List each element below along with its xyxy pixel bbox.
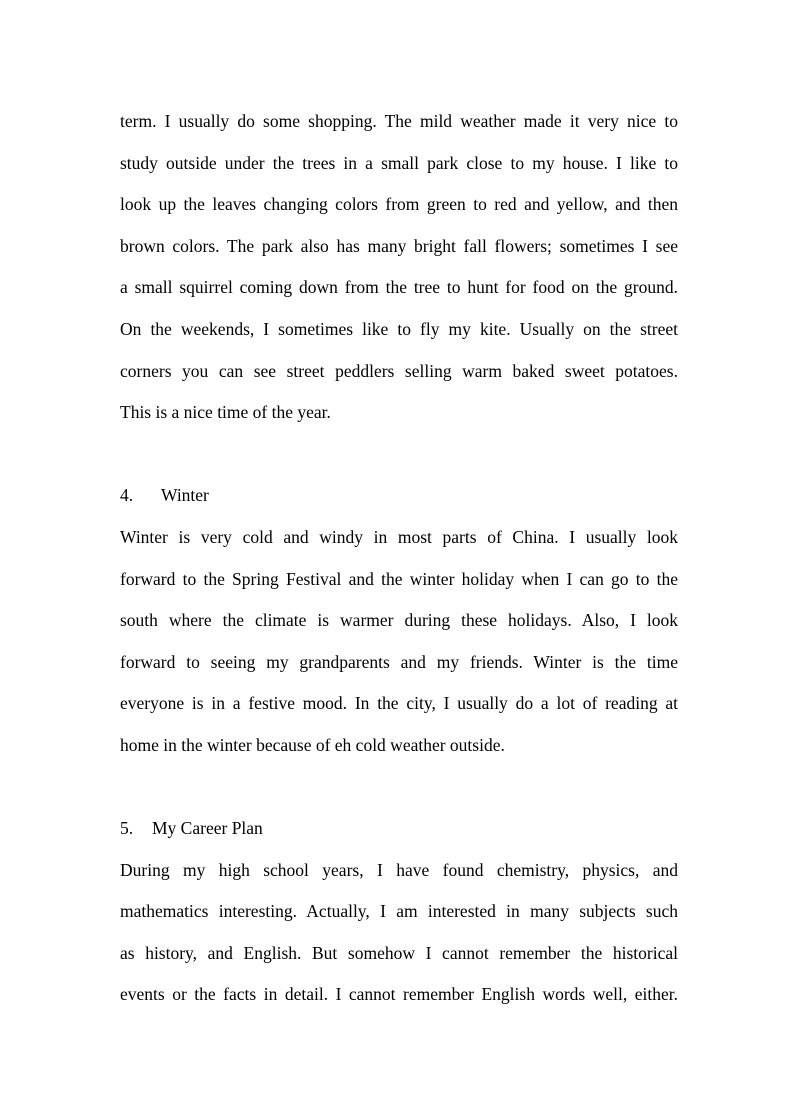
section-title: My Career Plan (152, 818, 263, 839)
text-line: south where the climate is warmer during these holidays. Also, I look (120, 610, 678, 631)
text-line: home in the winter because of eh cold weather outside. (120, 734, 505, 755)
text-line: study outside under the trees in a small park close to my house. I like to (120, 152, 678, 173)
text-line: forward to seeing my grandparents and my friends. Winter is the time (120, 651, 678, 672)
career-paragraph (120, 850, 678, 1016)
autumn-paragraph (120, 101, 678, 434)
section-heading-winter (120, 475, 678, 517)
text-line: Winter is very cold and windy in most parts of China. I usually look (120, 526, 678, 547)
section-heading-career-plan (120, 808, 678, 850)
text-line: This is a nice time of the year. (120, 402, 331, 423)
section-number: 5. (120, 818, 134, 839)
text-line: events or the facts in detail. I cannot remember English words well, either. (120, 984, 678, 1005)
text-line: corners you can see street peddlers selling warm baked sweet potatoes. (120, 360, 678, 381)
text-line: mathematics interesting. Actually, I am interested in many subjects such (120, 901, 678, 922)
text-line: everyone is in a festive mood. In the city, I usually do a lot of reading at (120, 693, 678, 714)
winter-paragraph (120, 517, 678, 767)
text-line: forward to the Spring Festival and the winter holiday when I can go to the (120, 568, 678, 589)
section-title: Winter (161, 485, 209, 506)
text-line: look up the leaves changing colors from green to red and yellow, and then (120, 194, 678, 215)
section-number: 4. (120, 485, 134, 506)
text-line: brown colors. The park also has many bright fall flowers; sometimes I see (120, 235, 678, 256)
page-content (120, 101, 678, 1016)
text-line: as history, and English. But somehow I cannot remember the historical (120, 942, 678, 963)
text-line: a small squirrel coming down from the tree to hunt for food on the ground. (120, 277, 678, 298)
paragraph-spacer (120, 434, 678, 476)
text-line: On the weekends, I sometimes like to fly my kite. Usually on the street (120, 318, 678, 339)
text-line: During my high school years, I have found chemistry, physics, and (120, 859, 678, 880)
text-line: term. I usually do some shopping. The mild weather made it very nice to (120, 111, 678, 131)
paragraph-spacer (120, 767, 678, 809)
